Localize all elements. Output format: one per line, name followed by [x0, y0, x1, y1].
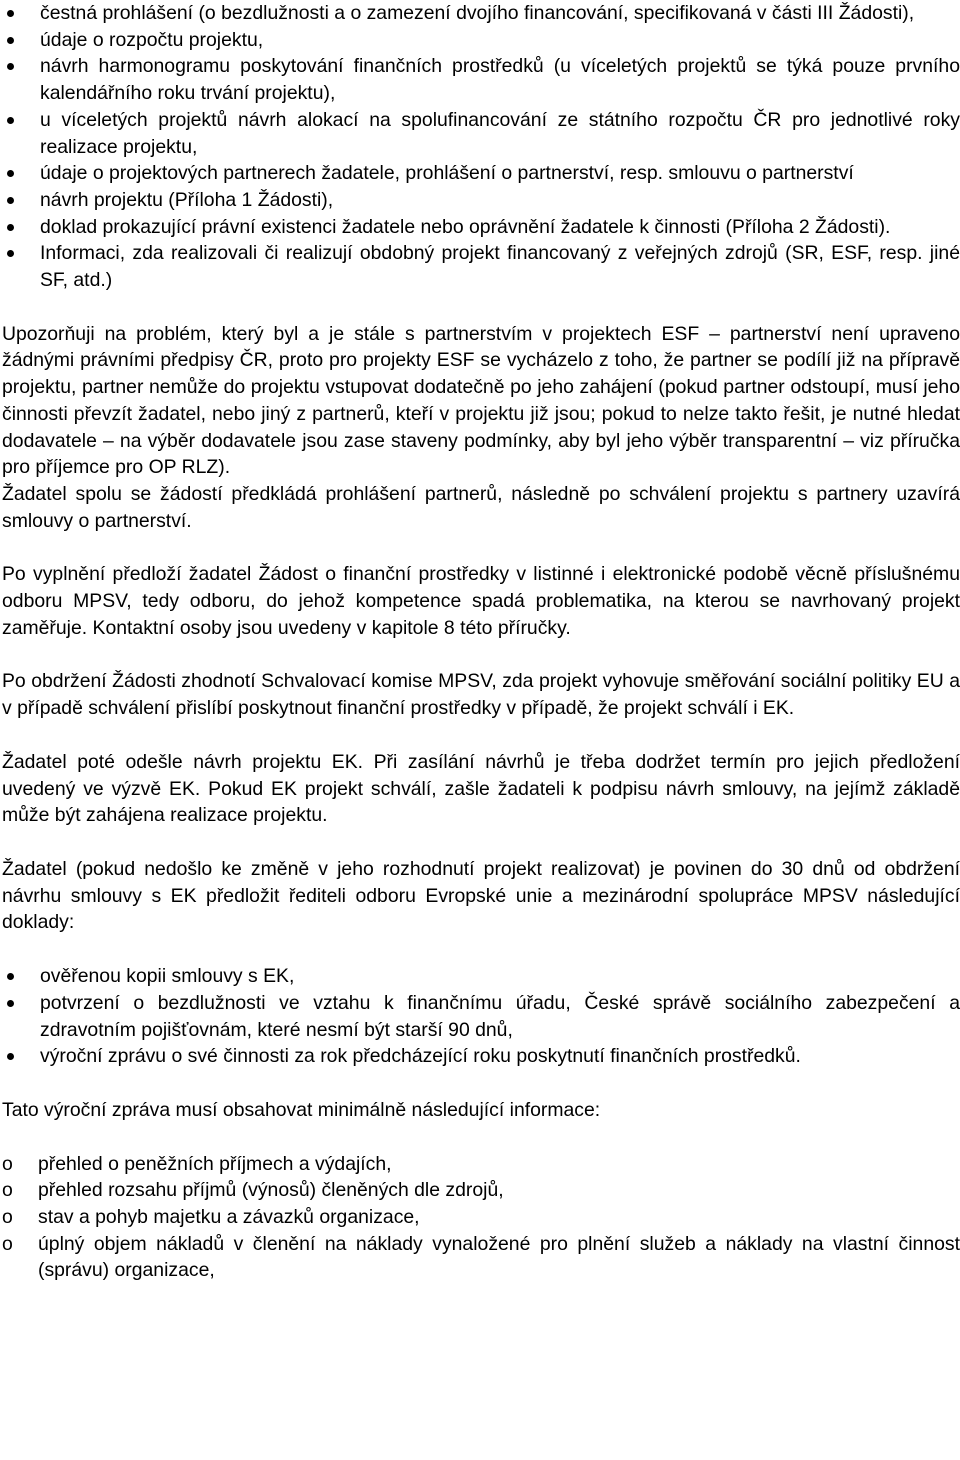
list-item: návrh projektu (Příloha 1 Žádosti),	[2, 187, 960, 214]
ek-submission-paragraph: Žadatel poté odešle návrh projektu EK. Při zasílání návrhů je třeba dodržet termín pro jejich předložení uvedený ve výzvě EK. Pokud EK projekt schválí, zašle žadateli k podpisu návrh smlouvy, na jejímž základě může být zahájena realizace projektu.	[2, 750, 960, 827]
list-item: údaje o projektových partnerech žadatele, prohlášení o partnerství, resp. smlouvu o partnerství	[2, 160, 960, 187]
spacer	[2, 1070, 960, 1097]
submission-paragraph: Po vyplnění předloží žadatel Žádost o finanční prostředky v listinné i elektronické podobě věcně příslušnému odboru MPSV, tedy odboru, do jehož kompetence spadá problematika, na kterou se navrhovaný projekt zaměřuje. Kontaktní osoby jsou uvedeny v kapitole 8 této příručky.	[2, 563, 960, 639]
spacer	[2, 829, 960, 856]
list-item: Informaci, zda realizovali či realizují obdobný projekt financovaný z veřejných zdrojů (SR, ESF, resp. jiné SF, atd.)	[2, 240, 960, 293]
list-item	[2, 1151, 960, 1178]
list-item: výroční zprávu o své činnosti za rok předcházející roku poskytnutí finančních prostředků.	[2, 1043, 960, 1070]
required-documents-paragraph: Žadatel (pokud nedošlo ke změně v jeho rozhodnutí projekt realizovat) je povinen do 30 dnů od obdržení návrhu smlouvy s EK předložit řediteli odboru Evropské unie a mezinárodní spolupráce MPSV následující doklady:	[2, 857, 960, 934]
partnership-warning-paragraph: Upozorňuji na problém, který byl a je stále s partnerstvím v projektech ESF – partnerství není upraveno žádnými právními předpisy ČR, proto pro projekty ESF se vycházelo z toho, že partner se podílí již na přípravě projektu, partner nemůže do projektu vstupovat dodatečně po jeho zahájení (pokud partner odstoupí, musí jeho činnosti převzít žadatel, nebo jiný z partnerů, kteří v projektu již jsou; pokud to nelze takto řešit, je nutné hledat dodavatele – na výběr dodavatele jsou zase staveny podmínky, aby byl jeho výběr transparentní – viz příručka pro příjemce pro OP RLZ).	[2, 322, 960, 479]
list-marker: o	[2, 1152, 13, 1175]
list-item: ověřenou kopii smlouvy s EK,	[2, 963, 960, 990]
list-item: údaje o rozpočtu projektu,	[2, 27, 960, 54]
spacer	[2, 534, 960, 561]
annual-report-intro-paragraph: Tato výroční zpráva musí obsahovat minimálně následující informace:	[2, 1098, 601, 1121]
list-marker: o	[2, 1206, 13, 1229]
annual-report-contents-list	[2, 1151, 960, 1285]
list-item	[2, 1231, 960, 1284]
list-item	[2, 1204, 960, 1231]
spacer	[2, 936, 960, 963]
list-item-text: přehled o peněžních příjmech a výdajích,	[38, 1152, 392, 1175]
approval-committee-paragraph: Po obdržení Žádosti zhodnotí Schvalovací komise MPSV, zda projekt vyhovuje směřování sociální politiky EU a v případě schválení přislíbí poskytnout finanční prostředky v případě, že projekt schválí i EK.	[2, 670, 960, 720]
list-item: u víceletých projektů návrh alokací na spolufinancování ze státního rozpočtu ČR pro jednotlivé roky realizace projektu,	[2, 107, 960, 160]
list-item: doklad prokazující právní existenci žadatele nebo oprávnění žadatele k činnosti (Příloha 2 Žádosti).	[2, 214, 960, 241]
list-item	[2, 1177, 960, 1204]
list-marker: o	[2, 1179, 13, 1202]
list-item: čestná prohlášení (o bezdlužnosti a o zamezení dvojího financování, specifikovaná v části III Žádosti),	[2, 0, 960, 27]
list-item-text: stav a pohyb majetku a závazků organizace,	[38, 1206, 420, 1229]
list-item: potvrzení o bezdlužnosti ve vztahu k finančnímu úřadu, České správě sociálního zabezpečení a zdravotním pojišťovnám, které nesmí být starší 90 dnů,	[2, 990, 960, 1043]
list-item: návrh harmonogramu poskytování finančních prostředků (u víceletých projektů se týká pouze prvního kalendářního roku trvání projektu),	[2, 53, 960, 106]
partner-declaration-paragraph: Žadatel spolu se žádostí předkládá prohlášení partnerů, následně po schválení projektu s partnery uzavírá smlouvy o partnerství.	[2, 482, 960, 532]
list-marker: o	[2, 1232, 13, 1255]
list-item-text: úplný objem nákladů v členění na náklady vynaložené pro plnění služeb a náklady na vlastní činnost (správu) organizace,	[38, 1232, 960, 1282]
required-documents-list	[2, 963, 960, 1070]
spacer	[2, 641, 960, 668]
spacer	[2, 1124, 960, 1151]
spacer	[2, 722, 960, 749]
list-item-text: přehled rozsahu příjmů (výnosů) členěných dle zdrojů,	[38, 1179, 504, 1202]
application-contents-list	[2, 0, 960, 294]
spacer	[2, 294, 960, 321]
